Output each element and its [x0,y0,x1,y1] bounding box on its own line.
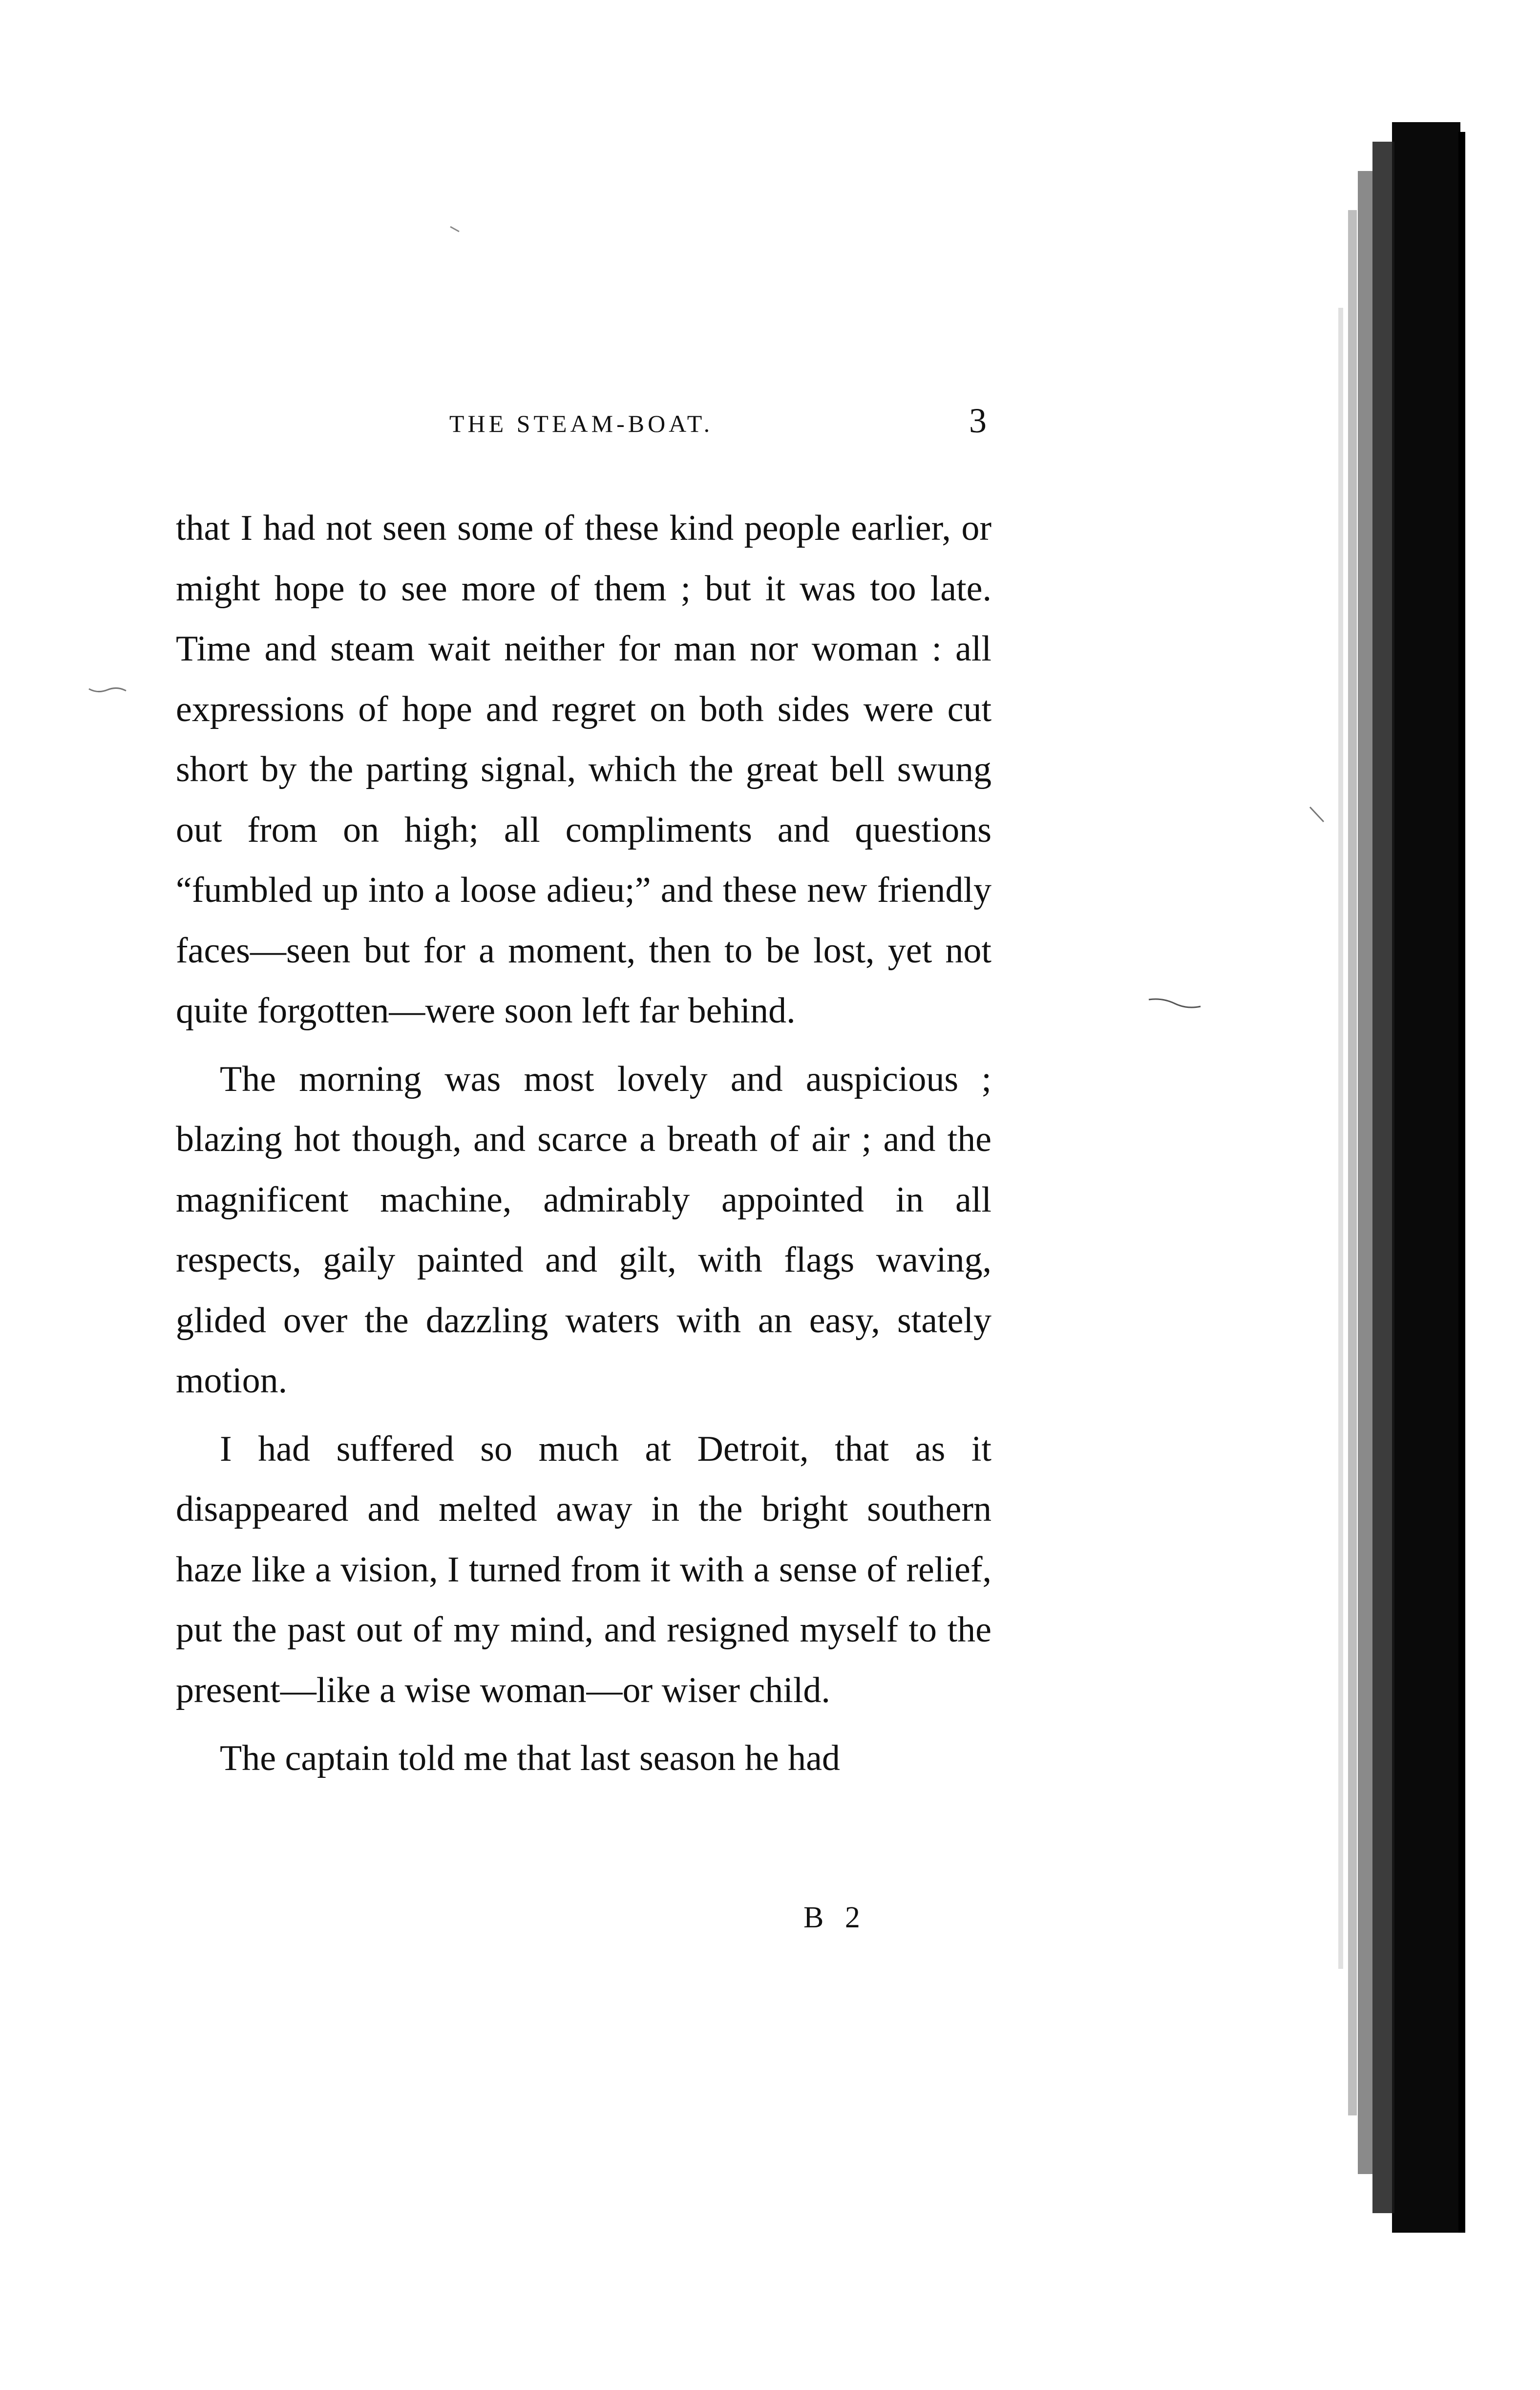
binding-edge-shadow [1319,112,1485,2242]
paragraph-1: that I had not seen some of these kind people earlier, or might hope to see more of them ; but it was too late. Time and steam wait neither for man nor woman : all expressions of hope and regret on both sides were cut short by the parting signal, which the great bell swung out from on high; all compliments and questions “fumbled up into a loose adieu;” and these new friendly faces—seen but for a moment, then to be lost, yet not quite forgotten—were soon left far behind. [176,508,992,1031]
paragraph-2: The morning was most lovely and auspicious ; blazing hot though, and scarce a breath of air ; and the magnificent machine, admirably appointed in all respects, gaily painted and gilt, with flags waving, glided over the dazzling waters with an easy, stately motion. [176,1059,992,1401]
running-title: THE STEAM-BOAT. [449,410,714,437]
scan-speck [1309,806,1329,826]
paragraph-3: I had suffered so much at Detroit, that as it disappeared and melted away in the bright southern haze like a vision, I turned from it with a sense of relief, put the past out of my mind, and resigned myself to the present—like a wise woman—or wiser child. [176,1429,992,1710]
page-number: 3 [969,401,987,440]
scan-speck [1148,997,1202,1011]
scan-speck [88,684,127,699]
body-text [176,498,992,1789]
paragraph-4: The captain told me that last season he had [220,1738,840,1778]
signature-mark: B 2 [803,1901,867,1934]
scan-speck [449,225,464,235]
running-head [176,401,987,454]
